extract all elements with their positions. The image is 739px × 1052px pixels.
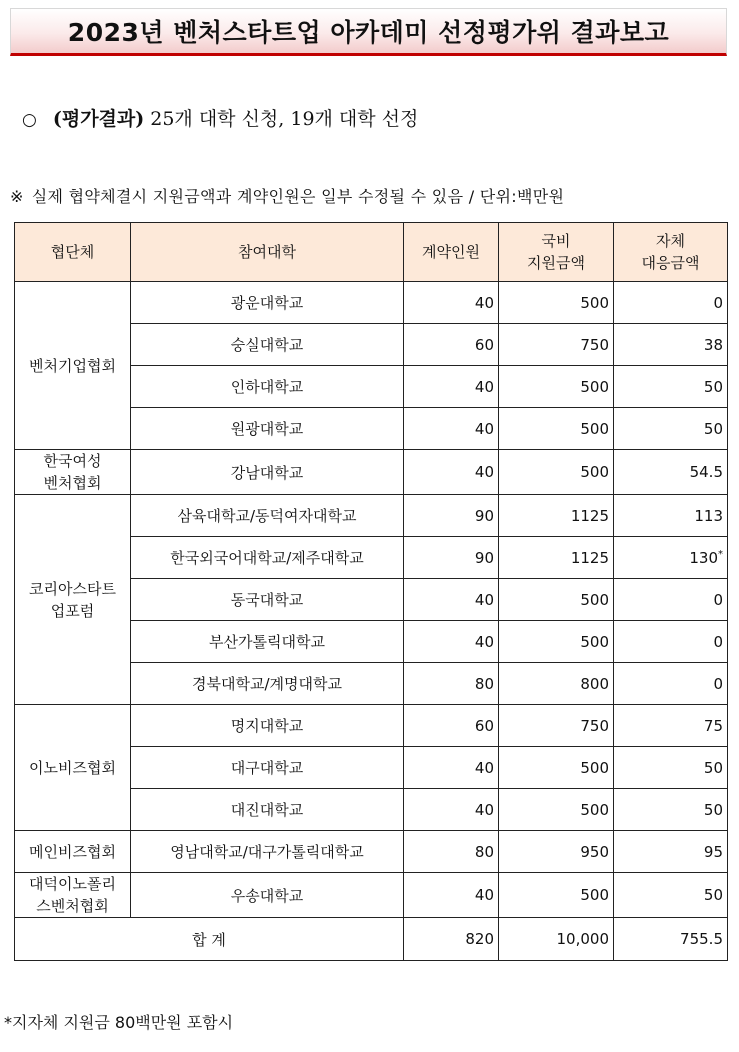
evaluation-summary: [22, 104, 418, 131]
local-amount-value: 50: [703, 419, 723, 438]
contract-cell: 40: [404, 450, 499, 495]
org-cell: [15, 873, 131, 918]
local-amount-cell: [614, 537, 728, 579]
header-org: 협단체: [15, 223, 131, 282]
university-cell: 경북대학교/계명대학교: [131, 663, 404, 705]
university-cell: 삼육대학교/동덕여자대학교: [131, 495, 404, 537]
local-amount-value: 54.5: [689, 463, 723, 481]
org-name-line: 메인비즈협회: [29, 842, 116, 861]
contract-cell: 40: [404, 621, 499, 663]
local-amount-cell: [614, 621, 728, 663]
notice-line: [10, 184, 564, 207]
local-amount-cell: [614, 831, 728, 873]
local-amount-value: 75: [703, 716, 723, 735]
summary-label: (평가결과): [52, 108, 145, 130]
local-amount-value: 130: [689, 548, 718, 567]
contract-cell: 40: [404, 282, 499, 324]
local-amount-value: 50: [703, 758, 723, 777]
contract-cell: 60: [404, 324, 499, 366]
table-row: [15, 495, 728, 537]
org-name-line: 벤처협회: [43, 474, 102, 492]
local-amount-cell: [614, 579, 728, 621]
footnote-marker: *: [718, 548, 723, 560]
local-amount-value: 113: [694, 506, 723, 525]
footnote: *지자체 지원금 80백만원 포함시: [4, 1013, 234, 1032]
org-name-line: 한국여성: [43, 452, 102, 470]
university-cell: 한국외국어대학교/제주대학교: [131, 537, 404, 579]
contract-cell: 80: [404, 831, 499, 873]
national-amount-cell: 1125: [499, 537, 614, 579]
university-cell: 숭실대학교: [131, 324, 404, 366]
org-name-line: 대덕이노폴리: [29, 875, 116, 893]
contract-cell: 40: [404, 873, 499, 918]
table-header-row: [15, 223, 728, 282]
contract-cell: 40: [404, 408, 499, 450]
org-cell: [15, 450, 131, 495]
contract-cell: 40: [404, 747, 499, 789]
contract-cell: 40: [404, 789, 499, 831]
local-amount-cell: [614, 663, 728, 705]
university-cell: 광운대학교: [131, 282, 404, 324]
local-amount-value: 95: [703, 842, 723, 861]
national-amount-cell: 750: [499, 324, 614, 366]
title-banner: [10, 8, 727, 56]
university-cell: 영남대학교/대구가톨릭대학교: [131, 831, 404, 873]
local-amount-cell: [614, 282, 728, 324]
header-local-line1: 자체: [656, 232, 685, 250]
local-amount-value: 0: [713, 293, 723, 312]
national-amount-cell: 500: [499, 408, 614, 450]
org-cell: [15, 831, 131, 873]
university-cell: 대구대학교: [131, 747, 404, 789]
local-amount-cell: [614, 747, 728, 789]
header-contract: 계약인원: [404, 223, 499, 282]
total-row: [15, 918, 728, 961]
national-amount-cell: 500: [499, 366, 614, 408]
header-national: [499, 223, 614, 282]
header-local-line2: 대응금액: [641, 254, 700, 272]
contract-cell: 40: [404, 366, 499, 408]
org-name-line: 스벤처협회: [36, 897, 109, 915]
contract-cell: 40: [404, 579, 499, 621]
national-amount-cell: 750: [499, 705, 614, 747]
table-row: [15, 873, 728, 918]
header-national-line1: 국비: [541, 232, 571, 250]
university-cell: 원광대학교: [131, 408, 404, 450]
local-amount-cell: [614, 789, 728, 831]
local-amount-value: 0: [713, 674, 723, 693]
university-cell: 대진대학교: [131, 789, 404, 831]
local-amount-value: 38: [703, 335, 723, 354]
university-cell: 부산가톨릭대학교: [131, 621, 404, 663]
local-amount-value: 50: [703, 886, 723, 904]
national-amount-cell: 500: [499, 621, 614, 663]
local-amount-value: 50: [703, 377, 723, 396]
notice-text: 실제 협약체결시 지원금액과 계약인원은 일부 수정될 수 있음 / 단위:백만원: [31, 187, 565, 206]
national-amount-cell: 500: [499, 789, 614, 831]
local-amount-cell: [614, 450, 728, 495]
local-amount-cell: [614, 324, 728, 366]
header-national-line2: 지원금액: [527, 254, 585, 272]
national-amount-cell: 800: [499, 663, 614, 705]
results-table: [14, 222, 728, 961]
local-amount-cell: [614, 408, 728, 450]
org-name-line: 업포럼: [50, 601, 95, 620]
national-amount-cell: 1125: [499, 495, 614, 537]
notice-mark: ※: [10, 187, 24, 206]
org-cell: [15, 495, 131, 705]
local-amount-value: 0: [713, 632, 723, 651]
contract-cell: 60: [404, 705, 499, 747]
page-title: 2023년 벤처스타트업 아카데미 선정평가위 결과보고: [67, 18, 670, 47]
university-cell: 동국대학교: [131, 579, 404, 621]
national-amount-cell: 500: [499, 450, 614, 495]
total-national: 10,000: [499, 918, 614, 961]
table-row: [15, 450, 728, 495]
header-local: [614, 223, 728, 282]
national-amount-cell: 950: [499, 831, 614, 873]
university-cell: 우송대학교: [131, 873, 404, 918]
local-amount-cell: [614, 705, 728, 747]
contract-cell: 90: [404, 495, 499, 537]
university-cell: 명지대학교: [131, 705, 404, 747]
summary-bullet: ○: [22, 110, 37, 130]
contract-cell: 90: [404, 537, 499, 579]
table-row: [15, 705, 728, 747]
header-university: 참여대학: [131, 223, 404, 282]
local-amount-cell: [614, 495, 728, 537]
org-name-line: 이노비즈협회: [29, 758, 116, 777]
org-name-line: 코리아스타트: [29, 579, 116, 598]
local-amount-cell: [614, 873, 728, 918]
total-label: 합 계: [15, 918, 404, 961]
total-contract: 820: [404, 918, 499, 961]
local-amount-cell: [614, 366, 728, 408]
table-body: [15, 282, 728, 961]
national-amount-cell: 500: [499, 282, 614, 324]
contract-cell: 80: [404, 663, 499, 705]
local-amount-value: 0: [713, 590, 723, 609]
summary-text: 25개 대학 신청, 19개 대학 선정: [150, 108, 419, 130]
org-cell: [15, 705, 131, 831]
national-amount-cell: 500: [499, 747, 614, 789]
university-cell: 강남대학교: [131, 450, 404, 495]
university-cell: 인하대학교: [131, 366, 404, 408]
national-amount-cell: 500: [499, 579, 614, 621]
total-local: 755.5: [614, 918, 728, 961]
table-row: [15, 831, 728, 873]
org-cell: [15, 282, 131, 450]
org-name-line: 벤처기업협회: [29, 356, 116, 375]
local-amount-value: 50: [703, 800, 723, 819]
national-amount-cell: 500: [499, 873, 614, 918]
table-row: [15, 282, 728, 324]
